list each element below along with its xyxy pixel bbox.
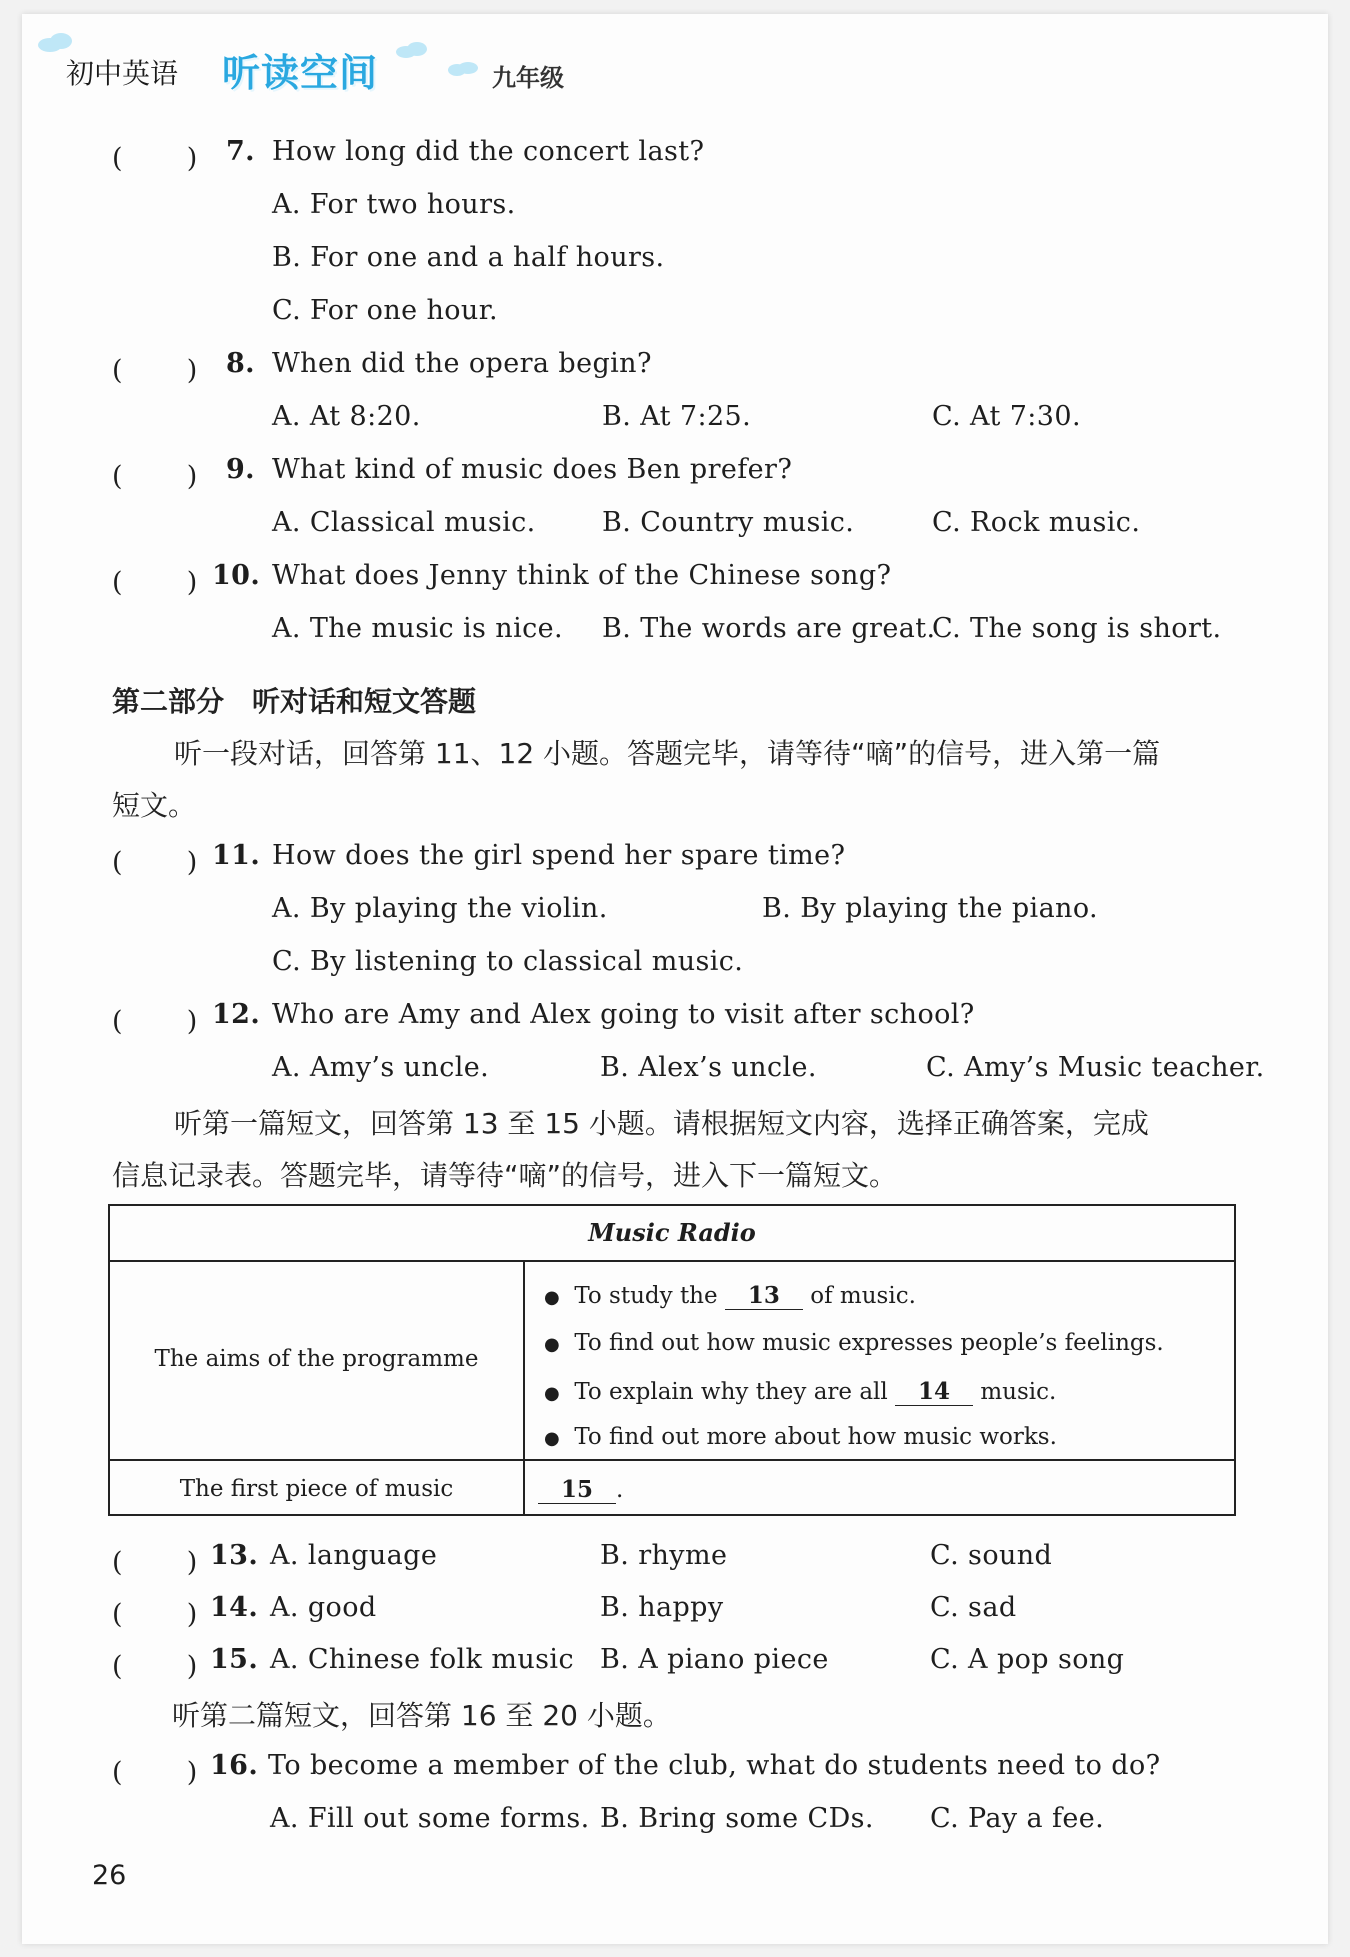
option-a: A. Fill out some forms. bbox=[270, 1803, 590, 1834]
question-number: 10. bbox=[212, 560, 261, 591]
answer-bracket[interactable]: ( ) bbox=[112, 355, 198, 386]
blank-14[interactable]: 14 bbox=[895, 1378, 973, 1406]
option-c: C. sound bbox=[930, 1540, 1053, 1571]
option-a: A. good bbox=[270, 1592, 377, 1623]
option-b: B. Alex’s uncle. bbox=[600, 1052, 817, 1083]
question-text: When did the opera begin? bbox=[272, 348, 652, 379]
option-b: B. Country music. bbox=[602, 507, 855, 538]
row-label-first-piece: The first piece of music bbox=[179, 1476, 454, 1502]
series-title: 初中英语 bbox=[66, 57, 179, 90]
aim-item: ● To explain why they are all 14 music. bbox=[544, 1378, 1057, 1405]
instruction-text: 信息记录表。答题完毕，请等待“嘀”的信号，进入下一篇短文。 bbox=[112, 1159, 898, 1192]
grade-label: 九年级 bbox=[492, 64, 564, 92]
question-number: 14. bbox=[210, 1592, 259, 1623]
option-a: A. The music is nice. bbox=[272, 613, 563, 644]
row-label-aims: The aims of the programme bbox=[154, 1346, 479, 1372]
question-text: What kind of music does Ben prefer? bbox=[272, 454, 793, 485]
blank-15[interactable]: 15 bbox=[538, 1476, 616, 1504]
answer-bracket[interactable]: ( ) bbox=[112, 847, 198, 878]
option-b: B. happy bbox=[600, 1592, 724, 1623]
question-number: 8. bbox=[226, 348, 255, 379]
option-a: A. For two hours. bbox=[272, 189, 516, 220]
option-a: A. Chinese folk music bbox=[270, 1644, 574, 1675]
table-title: Music Radio bbox=[588, 1218, 756, 1247]
cloud-decoration-icon bbox=[446, 60, 480, 78]
question-number: 9. bbox=[226, 454, 255, 485]
page-number: 26 bbox=[92, 1860, 127, 1891]
answer-bracket[interactable]: ( ) bbox=[112, 1006, 198, 1037]
question-text: How does the girl spend her spare time? bbox=[272, 840, 846, 871]
brand-title: 听读空间 bbox=[222, 51, 379, 95]
answer-bracket[interactable]: ( ) bbox=[112, 461, 198, 492]
option-b: B. By playing the piano. bbox=[762, 893, 1099, 924]
option-b: B. The words are great. bbox=[602, 613, 936, 644]
question-number: 11. bbox=[212, 840, 261, 871]
option-c: C. At 7:30. bbox=[932, 401, 1081, 432]
aim-item: ● To study the 13 of music. bbox=[544, 1282, 916, 1309]
option-b: B. For one and a half hours. bbox=[272, 242, 665, 273]
aim-item: ● To find out more about how music works. bbox=[544, 1424, 1057, 1450]
instruction-text: 短文。 bbox=[112, 789, 197, 822]
instruction-text: 听一段对话，回答第 11、12 小题。答题完毕，请等待“嘀”的信号，进入第一篇 bbox=[174, 737, 1161, 770]
option-c: C. A pop song bbox=[930, 1644, 1125, 1675]
answer-bracket[interactable]: ( ) bbox=[112, 1651, 198, 1682]
question-number: 7. bbox=[226, 136, 255, 167]
info-table bbox=[108, 1204, 1236, 1516]
option-c: C. Rock music. bbox=[932, 507, 1141, 538]
option-a: A. At 8:20. bbox=[272, 401, 421, 432]
aim-item: ● To find out how music expresses people’s feelings. bbox=[544, 1330, 1164, 1356]
cloud-decoration-icon bbox=[394, 40, 430, 60]
option-c: C. For one hour. bbox=[272, 295, 499, 326]
section-title: 第二部分 听对话和短文答题 bbox=[112, 685, 477, 718]
blank-13[interactable]: 13 bbox=[725, 1282, 803, 1310]
option-a: A. By playing the violin. bbox=[272, 893, 608, 924]
option-c: C. Amy’s Music teacher. bbox=[926, 1052, 1265, 1083]
question-number: 12. bbox=[212, 999, 261, 1030]
option-c: C. By listening to classical music. bbox=[272, 946, 744, 977]
answer-bracket[interactable]: ( ) bbox=[112, 1547, 198, 1578]
option-b: B. At 7:25. bbox=[602, 401, 752, 432]
question-text: Who are Amy and Alex going to visit after school? bbox=[272, 999, 975, 1030]
option-c: C. Pay a fee. bbox=[930, 1803, 1105, 1834]
answer-bracket[interactable]: ( ) bbox=[112, 143, 198, 174]
option-a: A. Classical music. bbox=[272, 507, 536, 538]
option-c: C. The song is short. bbox=[932, 613, 1222, 644]
question-text: To become a member of the club, what do students need to do? bbox=[268, 1750, 1161, 1781]
answer-bracket[interactable]: ( ) bbox=[112, 567, 198, 598]
first-piece-answer: 15 . bbox=[538, 1476, 623, 1504]
option-b: B. rhyme bbox=[600, 1540, 728, 1571]
answer-bracket[interactable]: ( ) bbox=[112, 1599, 198, 1630]
option-a: A. Amy’s uncle. bbox=[272, 1052, 490, 1083]
question-number: 15. bbox=[210, 1644, 259, 1675]
option-c: C. sad bbox=[930, 1592, 1017, 1623]
question-text: What does Jenny think of the Chinese song? bbox=[272, 560, 892, 591]
instruction-text: 听第一篇短文，回答第 13 至 15 小题。请根据短文内容，选择正确答案，完成 bbox=[174, 1107, 1149, 1140]
question-text: How long did the concert last? bbox=[272, 136, 705, 167]
question-number: 16. bbox=[210, 1750, 259, 1781]
question-number: 13. bbox=[210, 1540, 259, 1571]
option-b: B. Bring some CDs. bbox=[600, 1803, 874, 1834]
option-b: B. A piano piece bbox=[600, 1644, 829, 1675]
instruction-text: 听第二篇短文，回答第 16 至 20 小题。 bbox=[172, 1699, 671, 1732]
answer-bracket[interactable]: ( ) bbox=[112, 1757, 198, 1788]
cloud-decoration-icon bbox=[36, 32, 76, 54]
option-a: A. language bbox=[270, 1540, 438, 1571]
